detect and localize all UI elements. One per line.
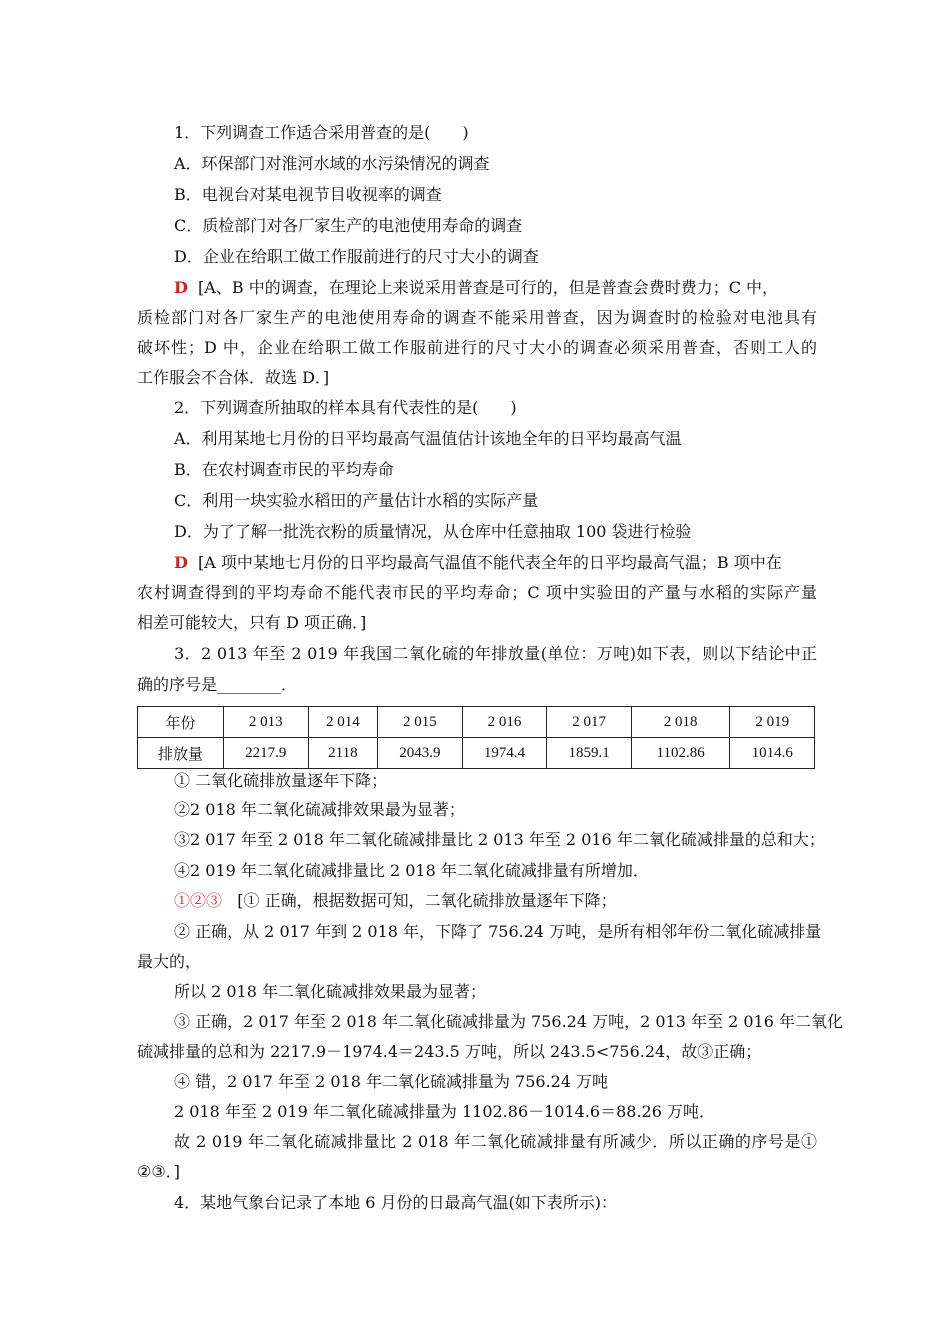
- q2-answer: D: [174, 553, 188, 572]
- q2-stem: 2．下列调查所抽取的样本具有代表性的是( ): [174, 398, 517, 417]
- q2-explanation-text: [A 项中某地七月份的日平均最高气温值不能代表全年的日平均最高气温；B 项中在: [198, 553, 782, 572]
- table-row: [138, 738, 815, 769]
- table-value-cell: 1014.6: [730, 738, 815, 769]
- q3-explanation-line-10: ②③．]: [137, 1162, 180, 1181]
- q3-explanation-line-4: 所以 2 018 年二氧化硫减排效果最为显著；: [174, 982, 486, 1001]
- table-value-cell: 2217.9: [224, 738, 309, 769]
- table-year-cell: 2 018: [631, 707, 730, 738]
- table-value-cell: 2118: [308, 738, 378, 769]
- q1-stem: 1．下列调查工作适合采用普查的是( ): [174, 123, 469, 142]
- q1-explanation-line-4: 工作服会不合体．故选 D．]: [137, 368, 330, 387]
- q3-explanation-line: [174, 890, 854, 912]
- q3-explanation-line-6: 硫减排量的总和为 2217.9－1974.4＝243.5 万吨，所以 243.5<756.24，故③正确；: [137, 1042, 762, 1061]
- q4-stem: 4．某地气象台记录了本地 6 月份的日最高气温(如下表所示)：: [174, 1193, 618, 1212]
- q3-statement-4: ④2 019 年二氧化硫减排量比 2 018 年二氧化硫减排量有所增加．: [174, 861, 649, 880]
- table-row-label: 排放量: [138, 738, 224, 769]
- q1-explanation-line: [174, 277, 854, 299]
- q3-stem-line-1: 3．2 013 年至 2 019 年我国二氧化硫的年排放量(单位：万吨)如下表，则以下结论中正: [174, 644, 817, 663]
- table-header-label: 年份: [138, 707, 224, 738]
- q3-explanation-line-7: ④ 错，2 017 年至 2 018 年二氧化硫减排量为 756.24 万吨: [174, 1072, 609, 1091]
- table-value-cell: 1859.1: [547, 738, 632, 769]
- q2-option-c: C．利用一块实验水稻田的产量估计水稻的实际产量: [174, 491, 539, 510]
- q1-answer: D: [174, 278, 188, 297]
- table-year-cell: 2 014: [308, 707, 378, 738]
- q2-explanation-line-2: 农村调查得到的平均寿命不能代表市民的平均寿命；C 项中实验田的产量与水稻的实际产量: [137, 583, 817, 602]
- q3-answer: ①②③: [174, 891, 223, 910]
- q1-option-c: C．质检部门对各厂家生产的电池使用寿命的调查: [174, 216, 523, 235]
- q1-explanation-text: [A、B 中的调查，在理论上来说采用普查是可行的，但是普查会费时费力；C 中，: [198, 278, 779, 297]
- q2-option-a: A．利用某地七月份的日平均最高气温值估计该地全年的日平均最高气温: [174, 429, 682, 448]
- q1-explanation-line-2: 质检部门对各厂家生产的电池使用寿命的调查不能采用普查，因为调查时的检验对电池具有: [137, 308, 817, 327]
- q1-explanation-line-3: 破坏性；D 中，企业在给职工做工作服前进行的尺寸大小的调查必须采用普查，否则工人的: [137, 338, 817, 357]
- q2-option-d: D．为了了解一批洗衣粉的质量情况，从仓库中任意抽取 100 袋进行检验: [174, 522, 692, 541]
- emission-table: [137, 706, 815, 769]
- q2-explanation-line-3: 相差可能较大，只有 D 项正确．]: [137, 613, 367, 632]
- q3-explanation-line-2: ② 正确，从 2 017 年到 2 018 年，下降了 756.24 万吨，是所有相邻年份二氧化硫减排量: [174, 922, 822, 941]
- table-value-cell: 1974.4: [462, 738, 547, 769]
- q2-explanation-line: [174, 552, 854, 574]
- table-year-cell: 2 017: [547, 707, 632, 738]
- table-year-cell: 2 015: [378, 707, 463, 738]
- table-value-cell: 1102.86: [631, 738, 730, 769]
- q3-statement-1: ① 二氧化硫排放量逐年下降；: [174, 771, 388, 790]
- q3-explanation-line-9: 故 2 019 年二氧化硫减排量比 2 018 年二氧化硫减排量有所减少．所以正确的序号是①: [174, 1132, 817, 1151]
- q1-option-a: A．环保部门对淮河水域的水污染情况的调查: [174, 154, 490, 173]
- q3-statement-3: ③2 017 年至 2 018 年二氧化硫减排量比 2 013 年至 2 016 年二氧化硫减排量的总和大；: [174, 830, 825, 849]
- q3-stem-line-2: 确的序号是________．: [137, 675, 298, 694]
- q3-explanation-text: [① 正确，根据数据可知，二氧化硫排放量逐年下降；: [237, 891, 617, 910]
- table-year-cell: 2 016: [462, 707, 547, 738]
- q1-option-d: D．企业在给职工做工作服前进行的尺寸大小的调查: [174, 247, 539, 266]
- table-value-cell: 2043.9: [378, 738, 463, 769]
- q3-explanation-line-3: 最大的，: [137, 952, 202, 971]
- q3-explanation-line-8: 2 018 年至 2 019 年二氧化硫减排量为 1102.86－1014.6＝88.26 万吨．: [174, 1102, 715, 1121]
- q2-option-b: B．在农村调查市民的平均寿命: [174, 460, 394, 479]
- q1-option-b: B．电视台对某电视节目收视率的调查: [174, 185, 442, 204]
- table-year-cell: 2 013: [224, 707, 309, 738]
- q3-statement-2: ②2 018 年二氧化硫减排效果最为显著；: [174, 800, 465, 819]
- table-header-row: [138, 707, 815, 738]
- q3-explanation-line-5: ③ 正确，2 017 年至 2 018 年二氧化硫减排量为 756.24 万吨，2 013 年至 2 016 年二氧化: [174, 1012, 843, 1031]
- table-year-cell: 2 019: [730, 707, 815, 738]
